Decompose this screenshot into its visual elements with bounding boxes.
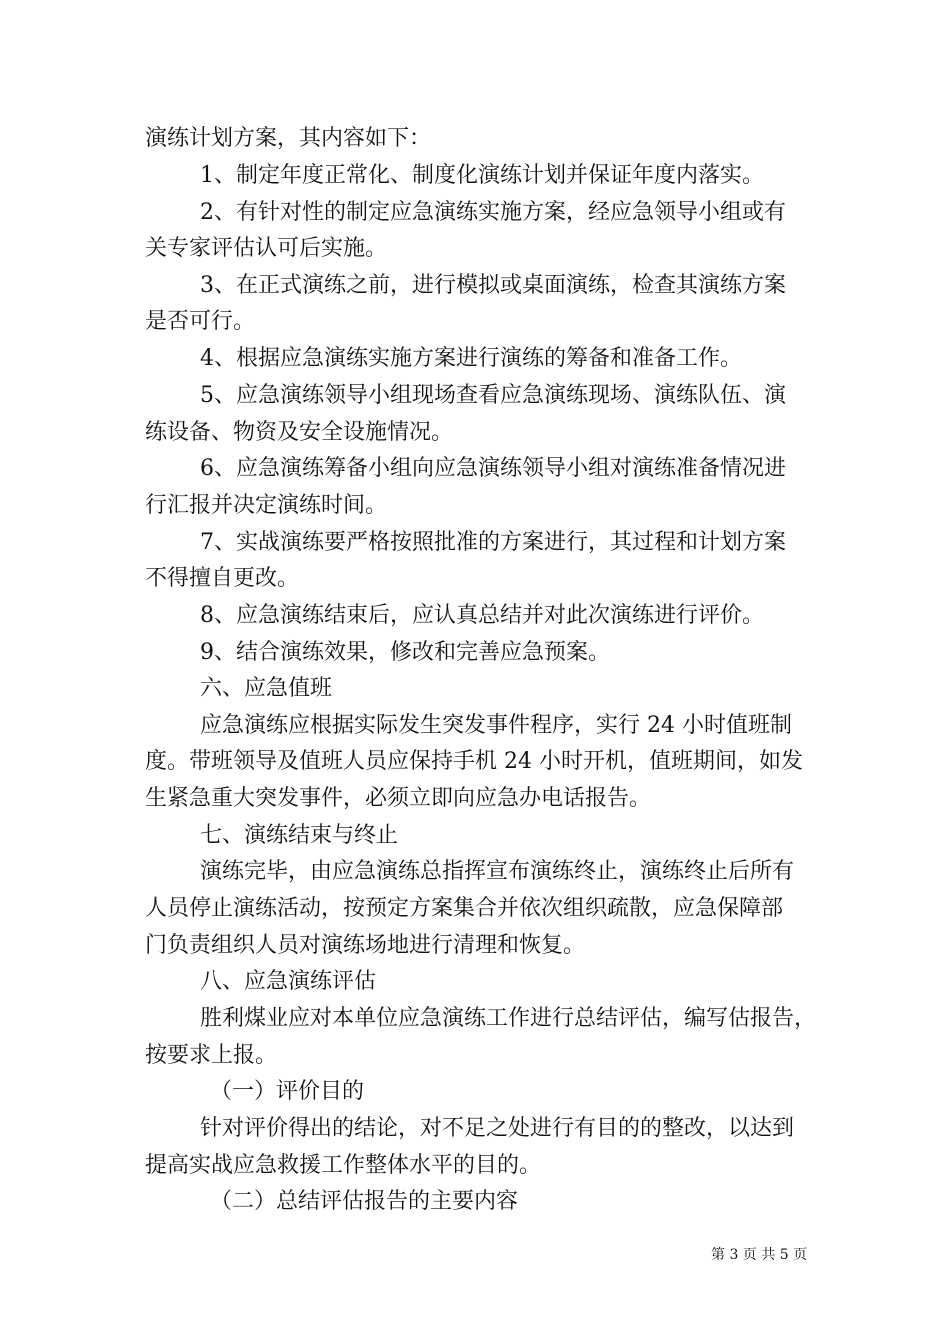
text-line: 9、结合演练效果，修改和完善应急预案。 (200, 640, 610, 665)
text-line: 提高实战应急救援工作整体水平的目的。 (145, 1153, 542, 1178)
text-line: 应急演练应根据实际发生突发事件程序，实行 24 小时值班制 (200, 713, 792, 738)
text-line: 度。带班领导及值班人员应保持手机 24 小时开机，值班期间，如发 (145, 749, 803, 774)
text-line: 5、应急演练领导小组现场查看应急演练现场、演练队伍、演 (200, 383, 786, 408)
text-line: 1、制定年度正常化、制度化演练计划并保证年度内落实。 (200, 163, 764, 188)
subsection-heading: （二）总结评估报告的主要内容 (210, 1189, 519, 1214)
section-heading: 八、应急演练评估 (200, 969, 377, 994)
text-line: 3、在正式演练之前，进行模拟或桌面演练，检查其演练方案 (200, 273, 786, 298)
text-line: 针对评价得出的结论，对不足之处进行有目的的整改，以达到 (200, 1116, 795, 1141)
text-line: 4、根据应急演练实施方案进行演练的筹备和准备工作。 (200, 346, 742, 371)
text-line: 人员停止演练活动，按预定方案集合并依次组织疏散，应急保障部 (145, 896, 784, 921)
text-line: 门负责组织人员对演练场地进行清理和恢复。 (145, 933, 586, 958)
text-line: 演练计划方案，其内容如下： (145, 126, 432, 151)
text-line: 演练完毕，由应急演练总指挥宣布演练终止，演练终止后所有 (200, 859, 795, 884)
section-heading: 六、应急值班 (200, 676, 333, 701)
section-heading: 七、演练结束与终止 (200, 823, 399, 848)
text-line: 练设备、物资及安全设施情况。 (145, 420, 454, 445)
page-number-footer: 第 3 页 共 5 页 (711, 1247, 808, 1263)
subsection-heading: （一）评价目的 (210, 1079, 365, 1104)
text-line: 生紧急重大突发事件，必须立即向应急办电话报告。 (145, 786, 652, 811)
text-line: 6、应急演练筹备小组向应急演练领导小组对演练准备情况进 (200, 456, 786, 481)
text-line: 7、实战演练要严格按照批准的方案进行，其过程和计划方案 (200, 530, 786, 555)
text-line: 按要求上报。 (145, 1043, 278, 1068)
text-line: 是否可行。 (145, 309, 256, 334)
text-line: 2、有针对性的制定应急演练实施方案，经应急领导小组或有 (200, 200, 786, 225)
text-line: 关专家评估认可后实施。 (145, 236, 388, 261)
text-line: 行汇报并决定演练时间。 (145, 493, 388, 518)
text-line: 不得擅自更改。 (145, 566, 300, 591)
text-line: 胜利煤业应对本单位应急演练工作进行总结评估，编写估报告， (200, 1006, 817, 1031)
text-line: 8、应急演练结束后，应认真总结并对此次演练进行评价。 (200, 603, 764, 628)
